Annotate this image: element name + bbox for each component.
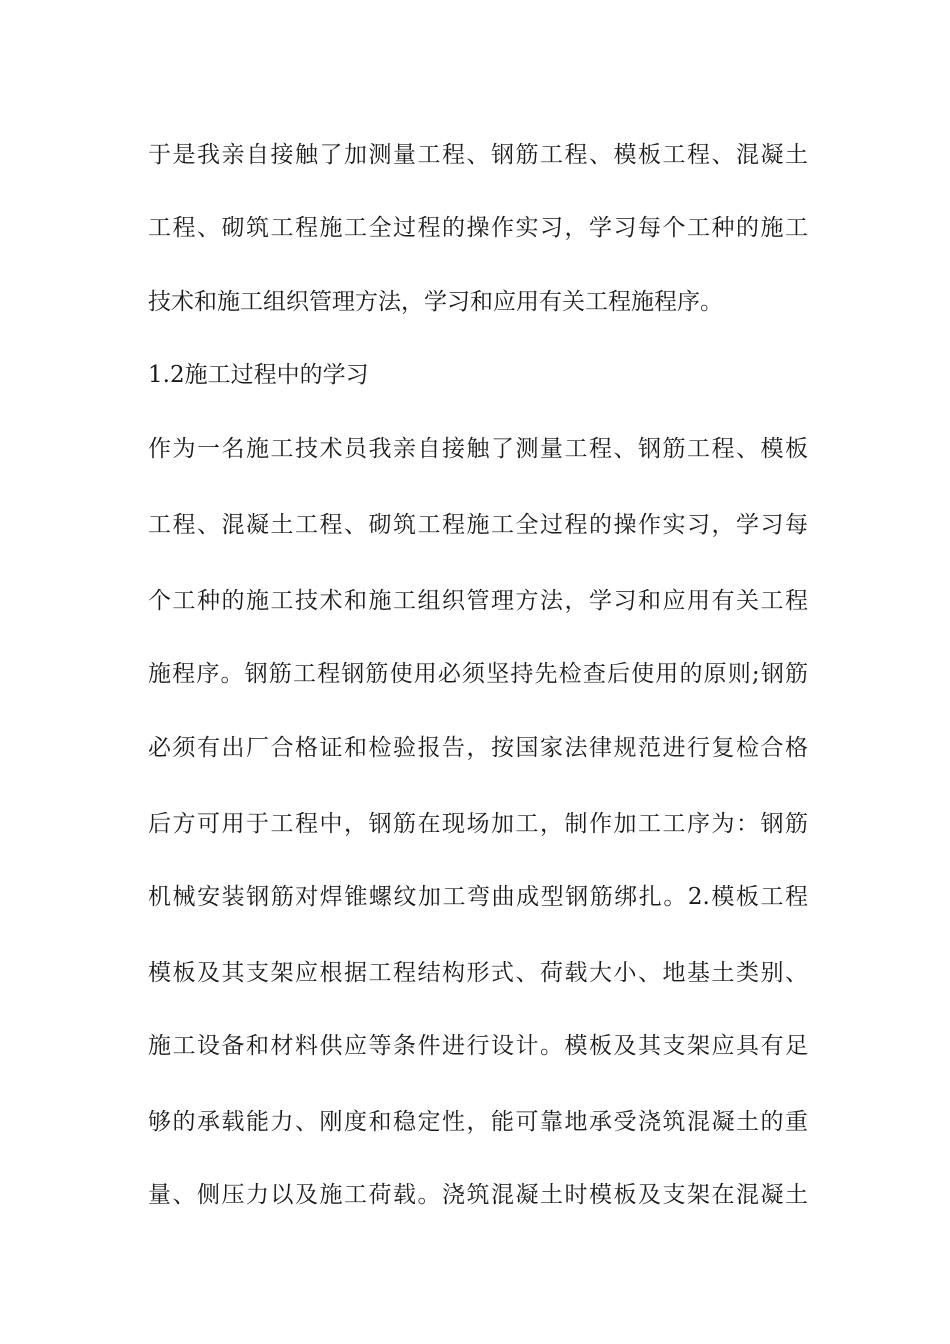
text-line: 量、侧压力以及施工荷载。浇筑混凝土时模板及支架在混凝土 bbox=[148, 1182, 808, 1208]
text-line: 机械安装钢筋对焊锥螺纹加工弯曲成型钢筋绑扎。2.模板工程 bbox=[148, 884, 808, 910]
text-line: 后方可用于工程中，钢筋在现场加工，制作加工工序为：钢筋 bbox=[148, 811, 808, 837]
text-line: 够的承载能力、刚度和稳定性，能可靠地承受浇筑混凝土的重 bbox=[148, 1109, 808, 1135]
text-line: 工程、砌筑工程施工全过程的操作实习，学习每个工种的施工 bbox=[148, 215, 808, 241]
text-line: 作为一名施工技术员我亲自接触了测量工程、钢筋工程、模板 bbox=[148, 436, 808, 462]
text-line: 于是我亲自接触了加测量工程、钢筋工程、模板工程、混凝土 bbox=[148, 142, 808, 168]
text-line: 个工种的施工技术和施工组织管理方法，学习和应用有关工程 bbox=[148, 588, 808, 614]
text-line: 模板及其支架应根据工程结构形式、荷载大小、地基土类别、 bbox=[148, 960, 808, 986]
section-heading: 1.2施工过程中的学习 bbox=[148, 362, 369, 388]
text-line: 施程序。钢筋工程钢筋使用必须坚持先检查后使用的原则;钢筋 bbox=[148, 661, 808, 687]
text-line: 技术和施工组织管理方法，学习和应用有关工程施程序。 bbox=[148, 289, 723, 315]
text-line: 施工设备和材料供应等条件进行设计。模板及其支架应具有足 bbox=[148, 1033, 808, 1059]
text-line: 必须有出厂合格证和检验报告，按国家法律规范进行复检合格 bbox=[148, 735, 808, 761]
text-line: 工程、混凝土工程、砌筑工程施工全过程的操作实习，学习每 bbox=[148, 512, 808, 538]
